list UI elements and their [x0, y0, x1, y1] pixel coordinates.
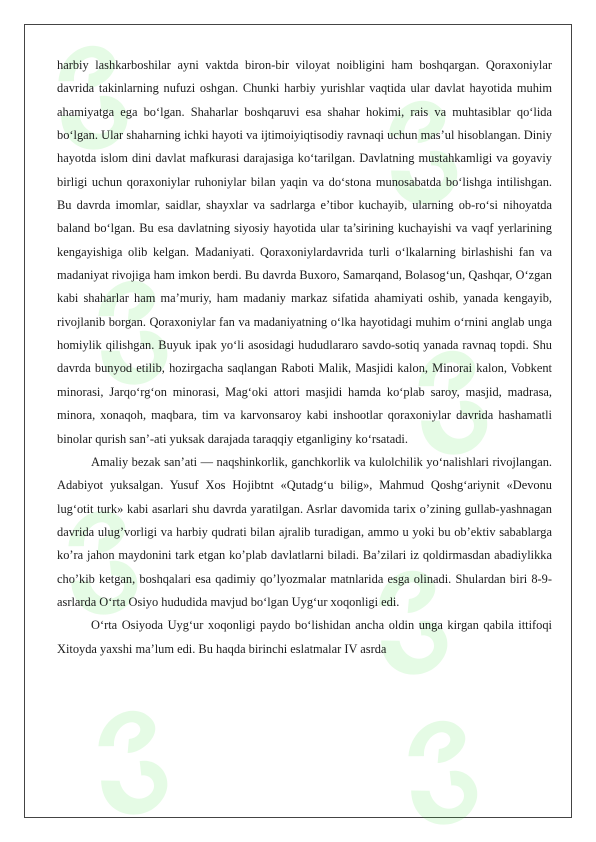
- paragraph-2: Amaliy bezak san’ati — naqshinkorlik, ganchkorlik va kulolchilik yo‘nalishlari rivojlangan. Adabiyot yuksalgan. Yusuf Xos Hojibtnt «Qutadg‘u bilig», Mahmud Qoshg‘ariynit «Devonu lug‘otit turk» kabi asarlari shu davrda yaratilgan. Asrlar davomida tarix o’zining gullab-yashnagan davrida ulug’vorligi va harbiy qudrati bilan ajralib turadigan, ammo u yoki bu ob’ektiv sabablarga ko’ra jahon maydonini tark etgan ko’plab davlatlarni biladi. Ba’zilari iz qoldirmasdan abadiylikka cho’kib ketgan, boshqalari esa qadimiy qo’lyozmalar matnlarida esga olinadi. Shulardan biri 8-9-asrlarda O‘rta Osiyo hududida mavjud bo‘lgan Uyg‘ur xoqonligi edi.: [57, 454, 552, 609]
- paragraph-1: harbiy lashkarboshilar ayni vaktda biron-bir viloyat noibligini ham boshqargan. Qoraxoniylar davrida takinlarning nufuzi oshgan. Chunki harbiy yurishlar vaqtida ular davlat hayotida muhim ahamiyatga ega bo‘lgan. Shaharlar boshqaruvi esa shahar hokimi, rais va muhtasiblar qo‘lida bo‘lgan. Ular shaharning ichki hayoti va ijtimoiyiqtisodiy ravnaqi uchun mas’ul hisoblangan. Diniy hayotda islom dini davlat mafkurasi darajasiga ko‘tarilgan. Davlatning mustahkamligi va goyaviy birligi uchun qoraxoniylar ruhoniylar bilan yaqin va do‘stona munosabatda bo‘lishga intilishgan. Bu davrda imomlar, saidlar, shayxlar va sadrlarga e’tibor kuchayib, ularning ob-ro‘si nihoyatda baland bo‘lgan. Bu esa davlatning siyosiy hayotida ular ta’sirining kuchayishi va vaqf yerlarining kengayishiga olib kelgan. Madaniyati. Qoraxoniylardavrida turli o‘lkalarning birlashishi fan va madaniyat rivojiga ham imkon berdi. Bu davrda Buxoro, Samarqand, Bolasog‘un, Qashqar, O‘zgan kabi shaharlar ham ma’muriy, ham madaniy markaz sifatida ahamiyati oshib, yanada kengayib, rivojlanib borgan. Qoraxoniylar fan va madaniyatning o‘lka hayotidagi muhim o‘rnini anglab unga homiylik qilishgan. Buyuk ipak yo‘li asosidagi hududlararo savdo-sotiq yanada ravnaq topdi. Shu davrda bunyod etilib, hozirgacha saqlangan Raboti Malik, Masjidi kalon, Minorai kalon, Vobkent minorasi, Jarqo‘rg‘on minorasi, Mag‘oki attori masjidi hamda ko‘plab saroy, masjid, madrasa, minora, xonaqoh, maqbara, tim va karvonsaroy kabi inshootlar qoraxoniylar davrida hashamatli binolar qurish san’-ati yuksak darajada taraqqiy etganliginy ko‘rsatadi.: [57, 58, 552, 446]
- document-body: [57, 54, 552, 661]
- paragraph-3: O‘rta Osiyoda Uyg‘ur xoqonligi paydo bo‘lishidan ancha oldin unga kirgan qabila ittifoqi Xitoyda yaxshi ma’lum edi. Bu haqda birinchi eslatmalar IV asrda: [57, 618, 552, 656]
